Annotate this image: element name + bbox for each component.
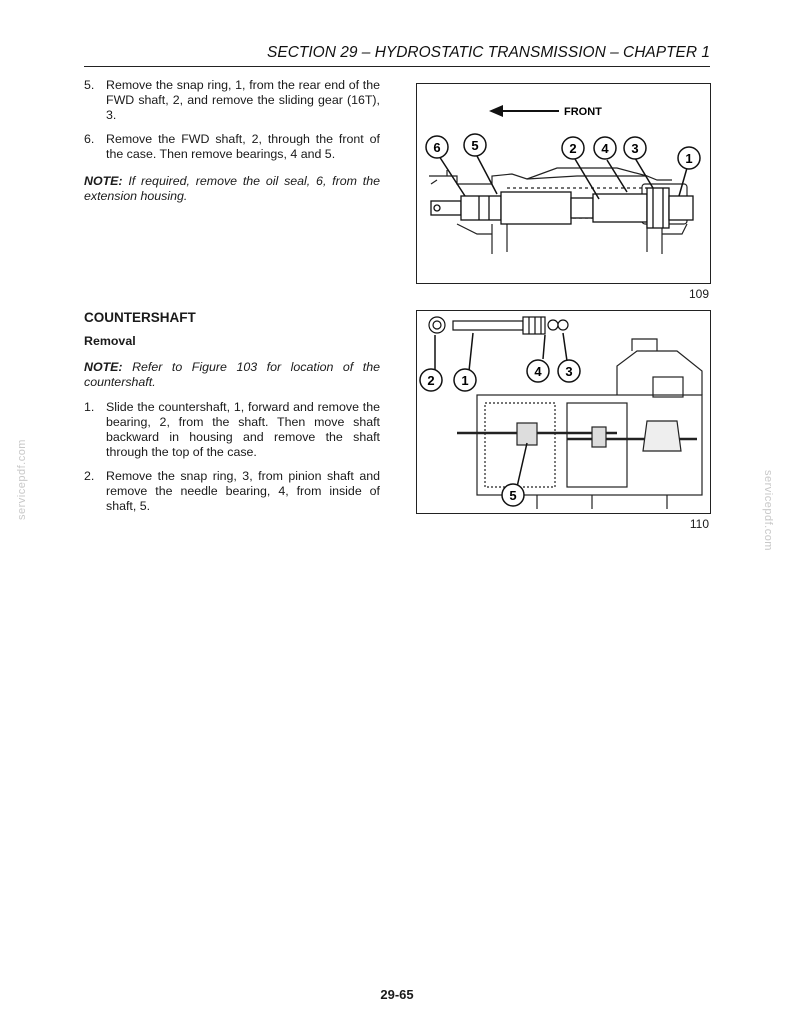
note-label: NOTE: [84,174,123,188]
step-5-number: 5. [84,78,95,92]
countershaft-step-1 [84,400,380,460]
callout-1: 1 [461,373,469,388]
figure-110 [416,310,711,514]
callout-3: 3 [565,364,573,379]
watermark-left: servicepdf.com [16,439,28,520]
step-6-text: Remove the FWD shaft, 2, through the front of the case. Then remove bearings, 4 and 5. [106,132,380,161]
note-oil-seal [84,174,380,204]
removal-subheading: Removal [84,334,136,348]
step-5-text: Remove the snap ring, 1, from the rear end of the FWD shaft, 2, and remove the sliding gear (16T), 3. [106,78,380,122]
front-label: FRONT [564,106,602,118]
callout-2: 2 [569,141,577,156]
step-2-number: 2. [84,469,95,483]
step-1-number: 1. [84,400,95,414]
step-6 [84,132,380,162]
figure-109-number: 109 [688,287,709,301]
callout-5: 5 [471,138,479,153]
step-2-text: Remove the snap ring, 3, from pinion shaft and remove the needle bearing, 4, from inside of shaft, 5. [106,469,380,513]
fwd-shaft-drawing [431,188,693,228]
figure-109-drawing [417,84,710,283]
fwd-shaft-steps [84,78,380,204]
note-text: If required, remove the oil seal, 6, from the extension housing. [84,174,380,203]
step-6-number: 6. [84,132,95,146]
figure-110-number: 110 [689,517,709,531]
callout-1: 1 [685,151,693,166]
header-rule [84,66,710,67]
callout-5: 5 [509,488,517,503]
figure-109 [416,83,711,284]
callout-3: 3 [631,141,639,156]
front-arrow-icon [489,105,559,117]
callout-4: 4 [601,141,609,156]
section-header: SECTION 29 – HYDROSTATIC TRANSMISSION – CHAPTER 1 [267,44,710,61]
callout-2: 2 [427,373,435,388]
step-1-text: Slide the countershaft, 1, forward and remove the bearing, 2, from the shaft. Then move shaft backward in housing and remove the shaft through the top of the case. [106,400,380,459]
countershaft-section [84,310,380,514]
transmission-case-drawing [457,339,702,509]
callout-4: 4 [534,364,542,379]
note-text: Refer to Figure 103 for location of the countershaft. [84,360,380,389]
page-number: 29-65 [380,987,414,1002]
figure-110-leaders [435,333,567,487]
countershaft-heading: COUNTERSHAFT [84,310,196,325]
countershaft-step-2 [84,469,380,514]
figure-110-drawing [417,311,710,513]
step-5 [84,78,380,123]
note-label: NOTE: [84,360,123,374]
callout-6: 6 [433,140,441,155]
exploded-parts-drawing [429,317,568,334]
note-figure-103 [84,360,380,390]
figure-109-callouts [426,134,700,169]
watermark-right: servicepdf.com [762,470,774,551]
